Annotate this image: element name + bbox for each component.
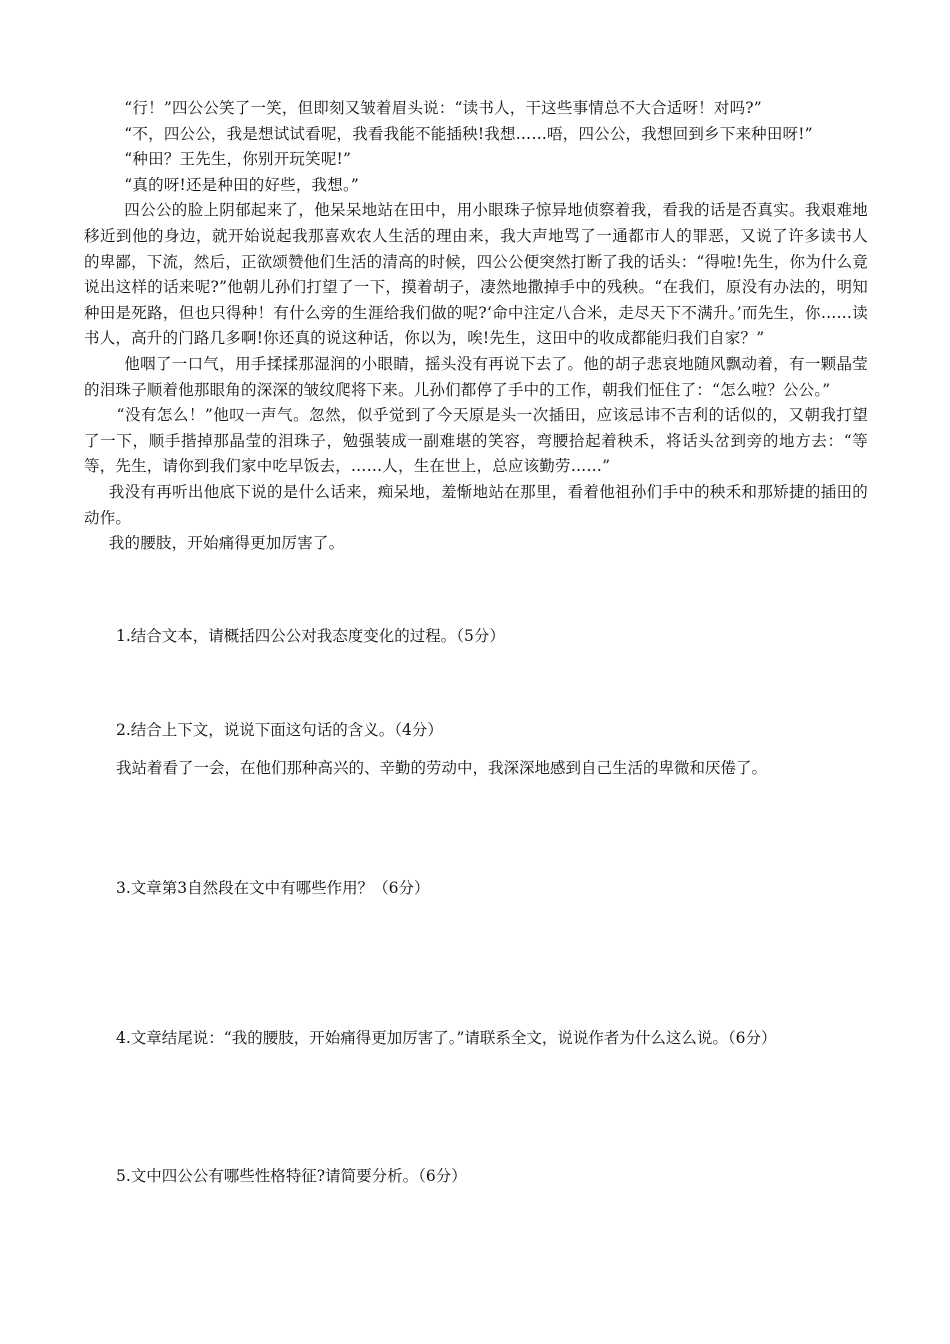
passage-paragraph-7: “没有怎么！”他叹一声气。忽然，似乎觉到了今天原是头一次插田，应该忌讳不吉利的话似的，又朝我打望了一下，顺手揩掉那晶莹的泪珠子，勉强装成一副难堪的笑容，弯腰拾起着秧禾，将话头岔到旁的地方去：“等等，先生，请你到我们家中吃早饭去，……人，生在世上，总应该勤劳……” — [84, 406, 868, 476]
passage-paragraph-5: 四公公的脸上阴郁起来了，他呆呆地站在田中，用小眼珠子惊异地侦察着我，看我的话是否真实。我艰难地移近到他的身边，就开始说起我那喜欢农人生活的理由来，我大声地骂了一通都市人的罪恶，又说了许多读书人的卑鄙，下流，然后，正欲颂赞他们生活的清高的时候，四公公便突然打断了我的话头：“得啦!先生，你为什么竟说出这样的话来呢?”他朝儿孙们打望了一下，摸着胡子，凄然地撒掉手中的残秧。“在我们，原没有办法的，明知种田是死路，但也只得种！有什么旁的生涯给我们做的呢?‘命中注定八合米，走尽天下不满升。’而先生，你……读书人，高升的门路几多啊!你还真的说这种话，你以为，唉!先生，这田中的收成都能归我们自家？” — [84, 201, 868, 348]
quoted-sentence: 我站着看了一会，在他们那种高兴的、辛勤的劳动中，我深深地感到自己生活的卑微和厌倦了。 — [116, 759, 768, 777]
passage-paragraph-4: “真的呀!还是种田的好些，我想。” — [124, 175, 360, 194]
passage-paragraph-3: “种田？王先生，你别开玩笑呢!” — [124, 150, 352, 169]
passage-paragraph-9: 我的腰肢，开始痛得更加厉害了。 — [108, 534, 345, 553]
passage — [84, 96, 868, 557]
question-3: 3.文章第3自然段在文中有哪些作用？（6分） — [116, 879, 430, 897]
question-1: 1.结合文本，请概括四公公对我态度变化的过程。（5分） — [116, 627, 505, 645]
passage-paragraph-1: “行！”四公公笑了一笑，但即刻又皱着眉头说：“读书人，干这些事情总不大合适呀！对吗?” — [124, 99, 762, 117]
question-2: 2.结合上下文，说说下面这句话的含义。（4分） — [116, 721, 443, 739]
passage-paragraph-6: 他咽了一口气，用手揉揉那湿润的小眼睛，摇头没有再说下去了。他的胡子悲哀地随风飘动着，有一颗晶莹的泪珠子顺着他那眼角的深深的皱纹爬将下来。儿孙们都停了手中的工作，朝我们怔住了：“怎么啦？公公。” — [84, 354, 868, 399]
passage-paragraph-2: “不，四公公，我是想试试看呢，我看我能不能插秧!我想……唔，四公公，我想回到乡下来种田呀!” — [124, 124, 813, 143]
question-4: 4.文章结尾说：“我的腰肢，开始痛得更加厉害了。”请联系全文，说说作者为什么这么说。（6分） — [116, 1029, 777, 1047]
question-5: 5.文中四公公有哪些性格特征?请简要分析。（6分） — [116, 1167, 467, 1185]
passage-paragraph-8: 我没有再听出他底下说的是什么话来，痴呆地，羞惭地站在那里，看着他祖孙们手中的秧禾和那矫捷的插田的动作。 — [84, 482, 868, 527]
